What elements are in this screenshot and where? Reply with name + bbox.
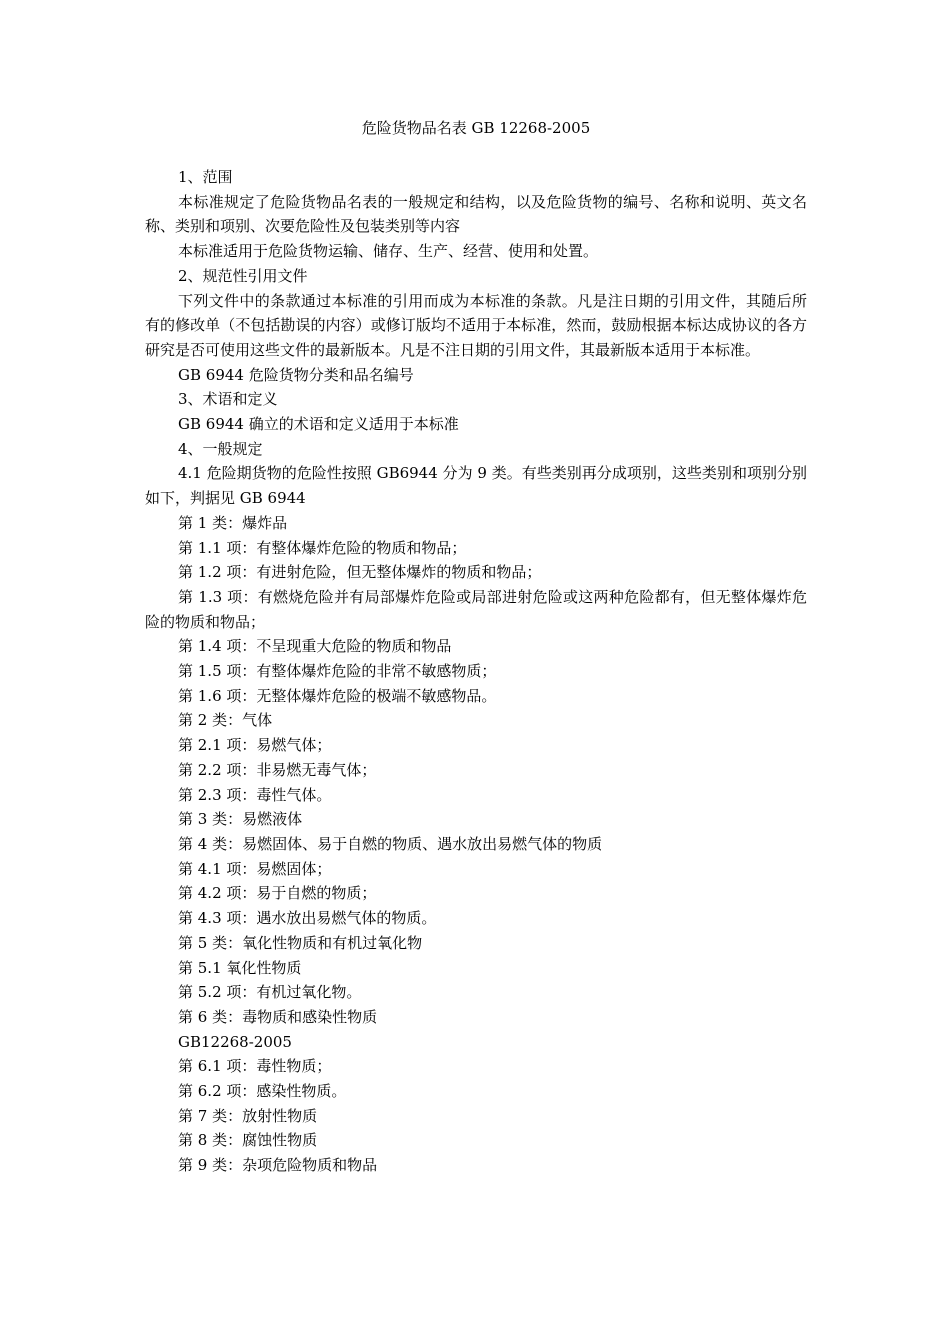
paragraph: 第 6.1 项：毒性物质； [178,1057,332,1076]
paragraph: 本标准适用于危险货物运输、储存、生产、经营、使用和处置。 [178,242,599,261]
paragraph: 第 9 类：杂项危险物质和物品 [178,1156,378,1175]
paragraph: 4、一般规定 [178,439,263,458]
paragraph: 1、范围 [178,168,233,186]
paragraph: 第 4 类：易燃固体、易于自燃的物质、遇水放出易燃气体的物质 [178,834,603,853]
paragraph: GB12268-2005 [178,1032,292,1051]
paragraph: 第 2.3 项：毒性气体。 [178,785,332,804]
document-body [145,165,807,1178]
paragraph: 第 2.2 项：非易燃无毒气体； [178,760,377,779]
paragraph: GB 6944 危险货物分类和品名编号 [178,365,414,384]
paragraph: 第 6 类：毒物质和感染性物质 [178,1007,378,1026]
paragraph: 第 5.1 氧化性物质 [178,958,302,977]
paragraph: 第 1.4 项：不呈现重大危险的物质和物品 [178,637,452,656]
paragraph: 第 2.1 项：易燃气体； [178,736,332,755]
paragraph: GB 6944 确立的术语和定义适用于本标准 [178,415,459,434]
paragraph: 4.1 危险期货物的危险性按照 GB6944 分为 9 类。有些类别再分成项别，这些类别和项别分别如下，判据见 GB 6944 [145,464,807,508]
paragraph: 第 6.2 项：感染性物质。 [178,1082,347,1101]
paragraph: 第 4.3 项：遇水放出易燃气体的物质。 [178,909,437,928]
paragraph: 下列文件中的条款通过本标准的引用而成为本标准的条款。凡是注日期的引用文件，其随后所有的修改单（不包括勘误的内容）或修订版均不适用于本标准，然而，鼓励根据本标达成协议的各方研究是否可使用这些文件的最新版本。凡是不注日期的引用文件，其最新版本适用于本标准。 [145,291,807,359]
paragraph: 第 1.1 项：有整体爆炸危险的物质和物品； [178,538,467,557]
paragraph: 第 1.6 项：无整体爆炸危险的极端不敏感物品。 [178,686,497,705]
paragraph: 第 2 类：气体 [178,711,273,730]
document-page [145,116,807,1178]
document-title: 危险货物品名表 GB 12268-2005 [361,119,591,137]
paragraph: 第 1.5 项：有整体爆炸危险的非常不敏感物质； [178,662,497,681]
paragraph: 本标准规定了危险货物品名表的一般规定和结构，以及危险货物的编号、名称和说明、英文名称、类别和项别、次要危险性及包装类别等内容 [145,192,807,236]
paragraph: 第 1.2 项：有进射危险，但无整体爆炸的物质和物品； [178,563,542,582]
paragraph: 第 7 类：放射性物质 [178,1106,318,1125]
paragraph: 第 3 类：易燃液体 [178,810,303,829]
paragraph: 第 1 类：爆炸品 [178,513,288,532]
paragraph: 2、规范性引用文件 [178,266,308,285]
paragraph: 第 4.1 项：易燃固体； [178,859,332,878]
paragraph: 第 5 类：氧化性物质和有机过氧化物 [178,933,423,952]
paragraph: 第 4.2 项：易于自燃的物质； [178,884,377,903]
paragraph: 第 5.2 项：有机过氧化物。 [178,983,362,1002]
paragraph: 第 1.3 项：有燃烧危险并有局部爆炸危险或局部进射危险或这两种危险都有，但无整体爆炸危险的物质和物品； [145,587,807,631]
paragraph: 第 8 类：腐蚀性物质 [178,1131,318,1150]
paragraph: 3、术语和定义 [178,390,278,409]
